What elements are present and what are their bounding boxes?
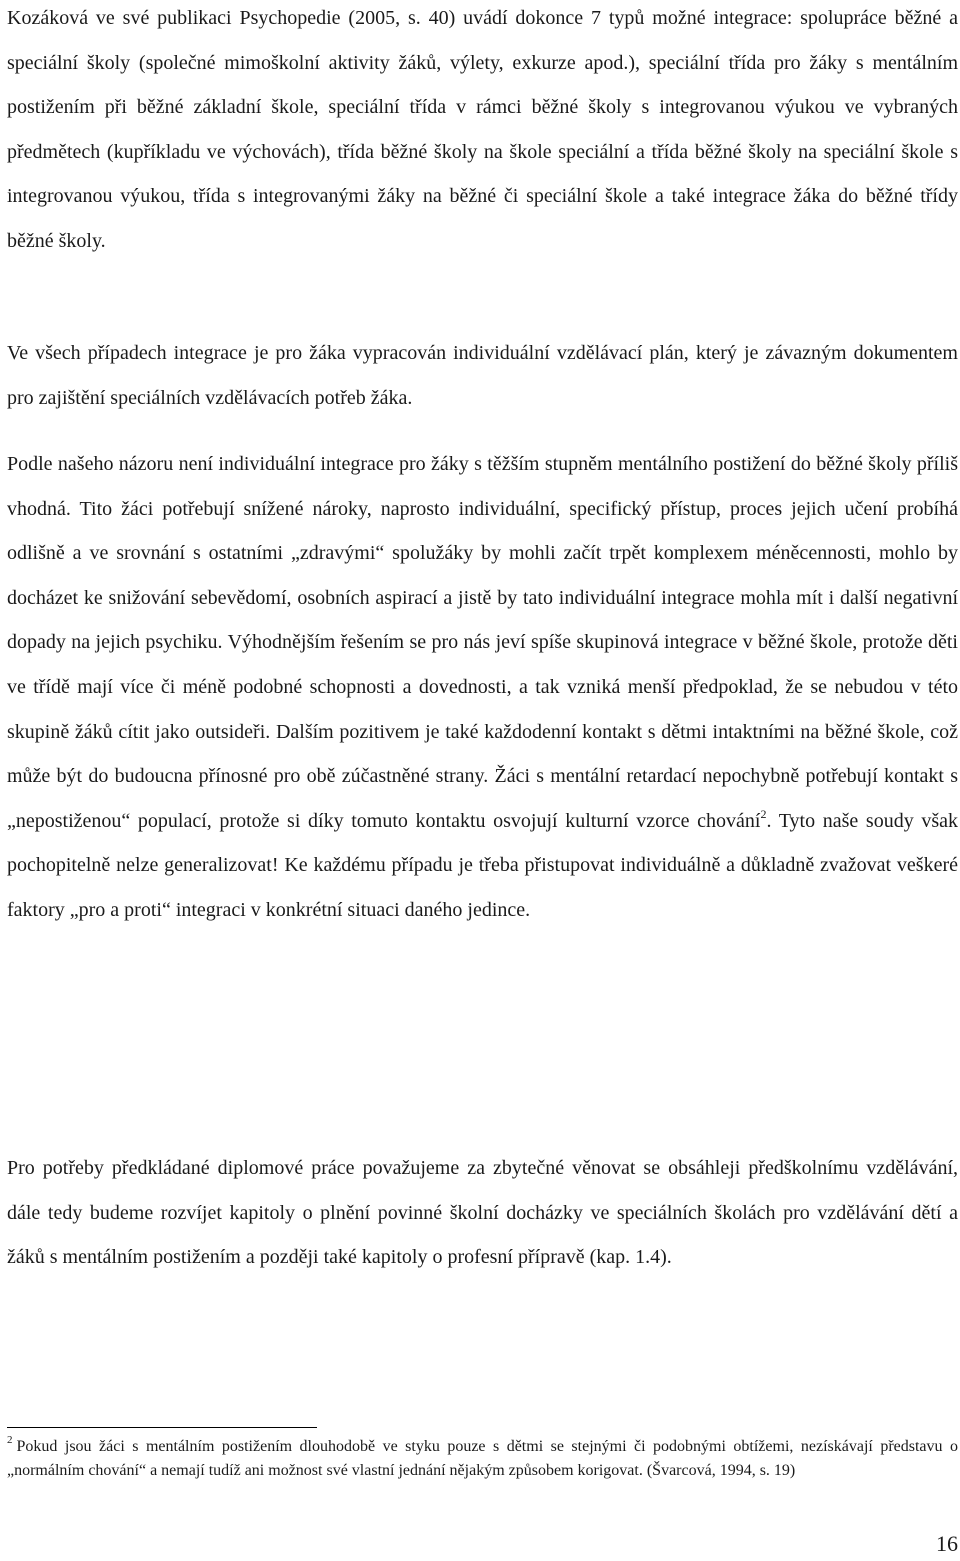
footnote-text: Pokud jsou žáci s mentálním postižením dlouhodobě ve styku pouze s dětmi se stejnými či podobnými obtížemi, nezískávají představu o „normálním chování“ a nemají tudíž ani možnost své vlastní jednání nějakým způsobem korigovat. (Švarcová, 1994, s. 19) — [7, 1438, 958, 1479]
footnote-separator — [7, 1427, 317, 1428]
paragraph-opinion-text-after-ref: . Tyto naše soudy však pochopitelně nelze generalizovat! Ke každému případu je třeba přistupovat individuálně a důkladně zvažovat veškeré faktory „pro a proti“ integraci v konkrétní situaci daného jedince. — [7, 809, 959, 921]
paragraph-opinion — [7, 442, 958, 933]
paragraph-thesis-scope: Pro potřeby předkládané diplomové práce považujeme za zbytečné věnovat se obsáhleji předškolnímu vzdělávání, dále tedy budeme rozvíjet kapitoly o plnění povinné školní docházky ve speciálních školách pro vzdělávání dětí a žáků s mentálním postižením a později také kapitoly o profesní přípravě (kap. 1.4). — [7, 1157, 958, 1269]
paragraph-individual-plan: Ve všech případech integrace je pro žáka vypracován individuální vzdělávací plán, který je závazným dokumentem pro zajištění speciálních vzdělávacích potřeb žáka. — [7, 342, 958, 409]
footnote-reference: 2 — [760, 806, 767, 821]
footnote — [7, 1435, 958, 1482]
footnote-number: 2 — [7, 1434, 13, 1446]
paragraph-integration-types: Kozáková ve své publikaci Psychopedie (2005, s. 40) uvádí dokonce 7 typů možné integrace: spolupráce běžné a speciální školy (společné mimoškolní aktivity žáků, výlety, exkurze apod.), speciální třída pro žáky s mentálním postižením při běžné základní škole, speciální třída v rámci běžné školy s integrovanou výukou ve vybraných předmětech (kupříkladu ve výchovách), třída běžné školy na škole speciální a třída běžné školy na speciální škole s integrovanou výukou, třída s integrovanými žáky na běžné či speciální škole a také integrace žáka do běžné třídy běžné školy. — [7, 7, 958, 252]
paragraph-opinion-text-before-ref: Podle našeho názoru není individuální integrace pro žáky s těžším stupněm mentálního postižení do běžné školy příliš vhodná. Tito žáci potřebují snížené nároky, naprosto individuální, specifický přístup, proces jejich učení probíhá odlišně a ve srovnání s ostatními „zdravými“ spolužáky by mohli začít trpět komplexem méněcennosti, mohlo by docházet ke snižování sebevědomí, osobních aspirací a jistě by tato individuální integrace mohla mít i další negativní dopady na jejich psychiku. Výhodnějším řešením se pro nás jeví spíše skupinová integrace v běžné škole, protože děti ve třídě mají více či méně podobné schopnosti a dovednosti, a tak vzniká menší předpoklad, že se nebudou v této skupině žáků cítit jako outsideři. Dalším pozitivem je také každodenní kontakt s dětmi intaktními na běžné škole, což může být do budoucna přínosné pro obě zúčastněné strany. Žáci s mentální retardací nepochybně potřebují kontakt s „nepostiženou“ populací, protože si díky tomuto kontaktu osvojují kulturní vzorce chování — [7, 453, 958, 832]
page-number: 16 — [936, 1531, 958, 1556]
